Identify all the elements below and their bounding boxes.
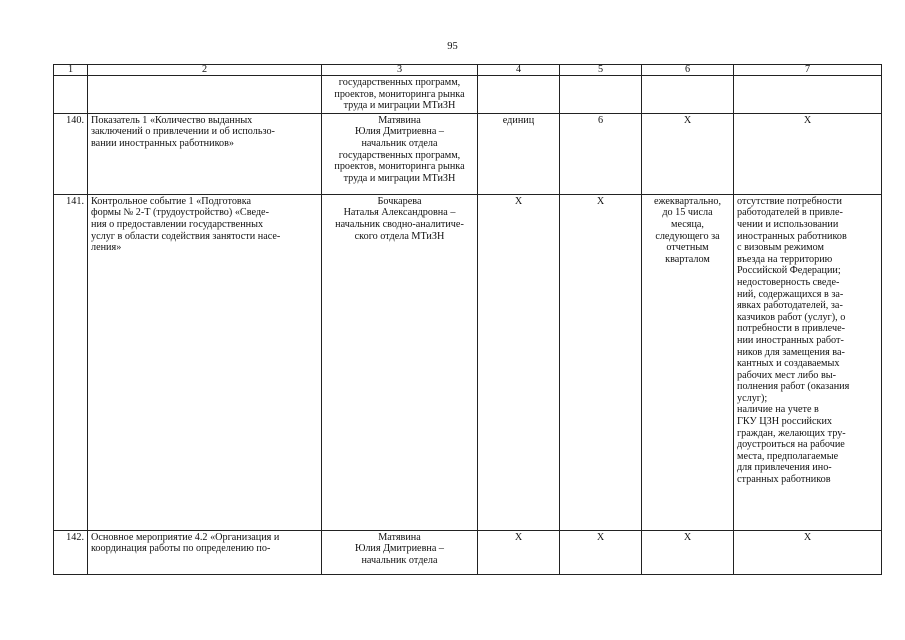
row-number: 142. <box>54 530 88 574</box>
row-name: Основное мероприятие 4.2 «Организация и координация работы по определению по- <box>88 530 322 574</box>
header-row <box>54 65 882 76</box>
header-cell-1: 1 <box>54 65 88 76</box>
row-unit: единиц <box>478 113 560 194</box>
row-unit: X <box>478 194 560 530</box>
table-row <box>54 530 882 574</box>
row-unit: X <box>478 530 560 574</box>
table-row <box>54 76 882 114</box>
row-number: 141. <box>54 194 88 530</box>
row-risks: отсутствие потребности работодателей в привле- чении и использовании иностранных работников с визовым режимом въезда на территорию Российской Федерации; недостоверность сведе- ний, содержащихся в за- явках работодателей, за- казчиков работ (услуг), о потребности в привлече- нии иностранных работ- ников для замещения ва- кантных и создаваемых рабочих мест либо вы- полнения работ (оказания услуг); наличие на учете в ГКУ ЦЗН российских граждан, желающих тру- доустроиться на рабочие места, предполагаемые для привлечения ино- странных работников <box>734 194 882 530</box>
table-row <box>54 194 882 530</box>
header-cell-2: 2 <box>88 65 322 76</box>
header-cell-3: 3 <box>322 65 478 76</box>
table-row <box>54 113 882 194</box>
row-number <box>54 76 88 114</box>
row-deadline: X <box>642 113 734 194</box>
row-value <box>560 76 642 114</box>
row-risks <box>734 76 882 114</box>
row-value: X <box>560 530 642 574</box>
row-name: Показатель 1 «Количество выданных заключений о привлечении и об использо- вании иностранных работников» <box>88 113 322 194</box>
row-responsible: Матявина Юлия Дмитриевна – начальник отдела государственных программ, проектов, мониторинга рынка труда и миграции МТиЗН <box>322 113 478 194</box>
row-risks: X <box>734 113 882 194</box>
row-responsible: государственных программ, проектов, мониторинга рынка труда и миграции МТиЗН <box>322 76 478 114</box>
row-deadline: ежеквартально, до 15 числа месяца, следующего за отчетным кварталом <box>642 194 734 530</box>
row-name: Контрольное событие 1 «Подготовка формы № 2-Т (трудоустройство) «Сведе- ния о предоставлении государственных услуг в области содействия занятости насе- ления» <box>88 194 322 530</box>
row-responsible: Бочкарева Наталья Александровна – начальник сводно-аналитиче- ского отдела МТиЗН <box>322 194 478 530</box>
plan-table <box>53 64 882 575</box>
row-deadline: X <box>642 530 734 574</box>
header-cell-5: 5 <box>560 65 642 76</box>
header-cell-7: 7 <box>734 65 882 76</box>
header-cell-4: 4 <box>478 65 560 76</box>
row-risks: X <box>734 530 882 574</box>
row-number: 140. <box>54 113 88 194</box>
row-name <box>88 76 322 114</box>
row-deadline <box>642 76 734 114</box>
row-value: 6 <box>560 113 642 194</box>
row-unit <box>478 76 560 114</box>
page-number: 95 <box>447 41 458 52</box>
header-cell-6: 6 <box>642 65 734 76</box>
row-value: X <box>560 194 642 530</box>
row-responsible: Матявина Юлия Дмитриевна – начальник отдела <box>322 530 478 574</box>
